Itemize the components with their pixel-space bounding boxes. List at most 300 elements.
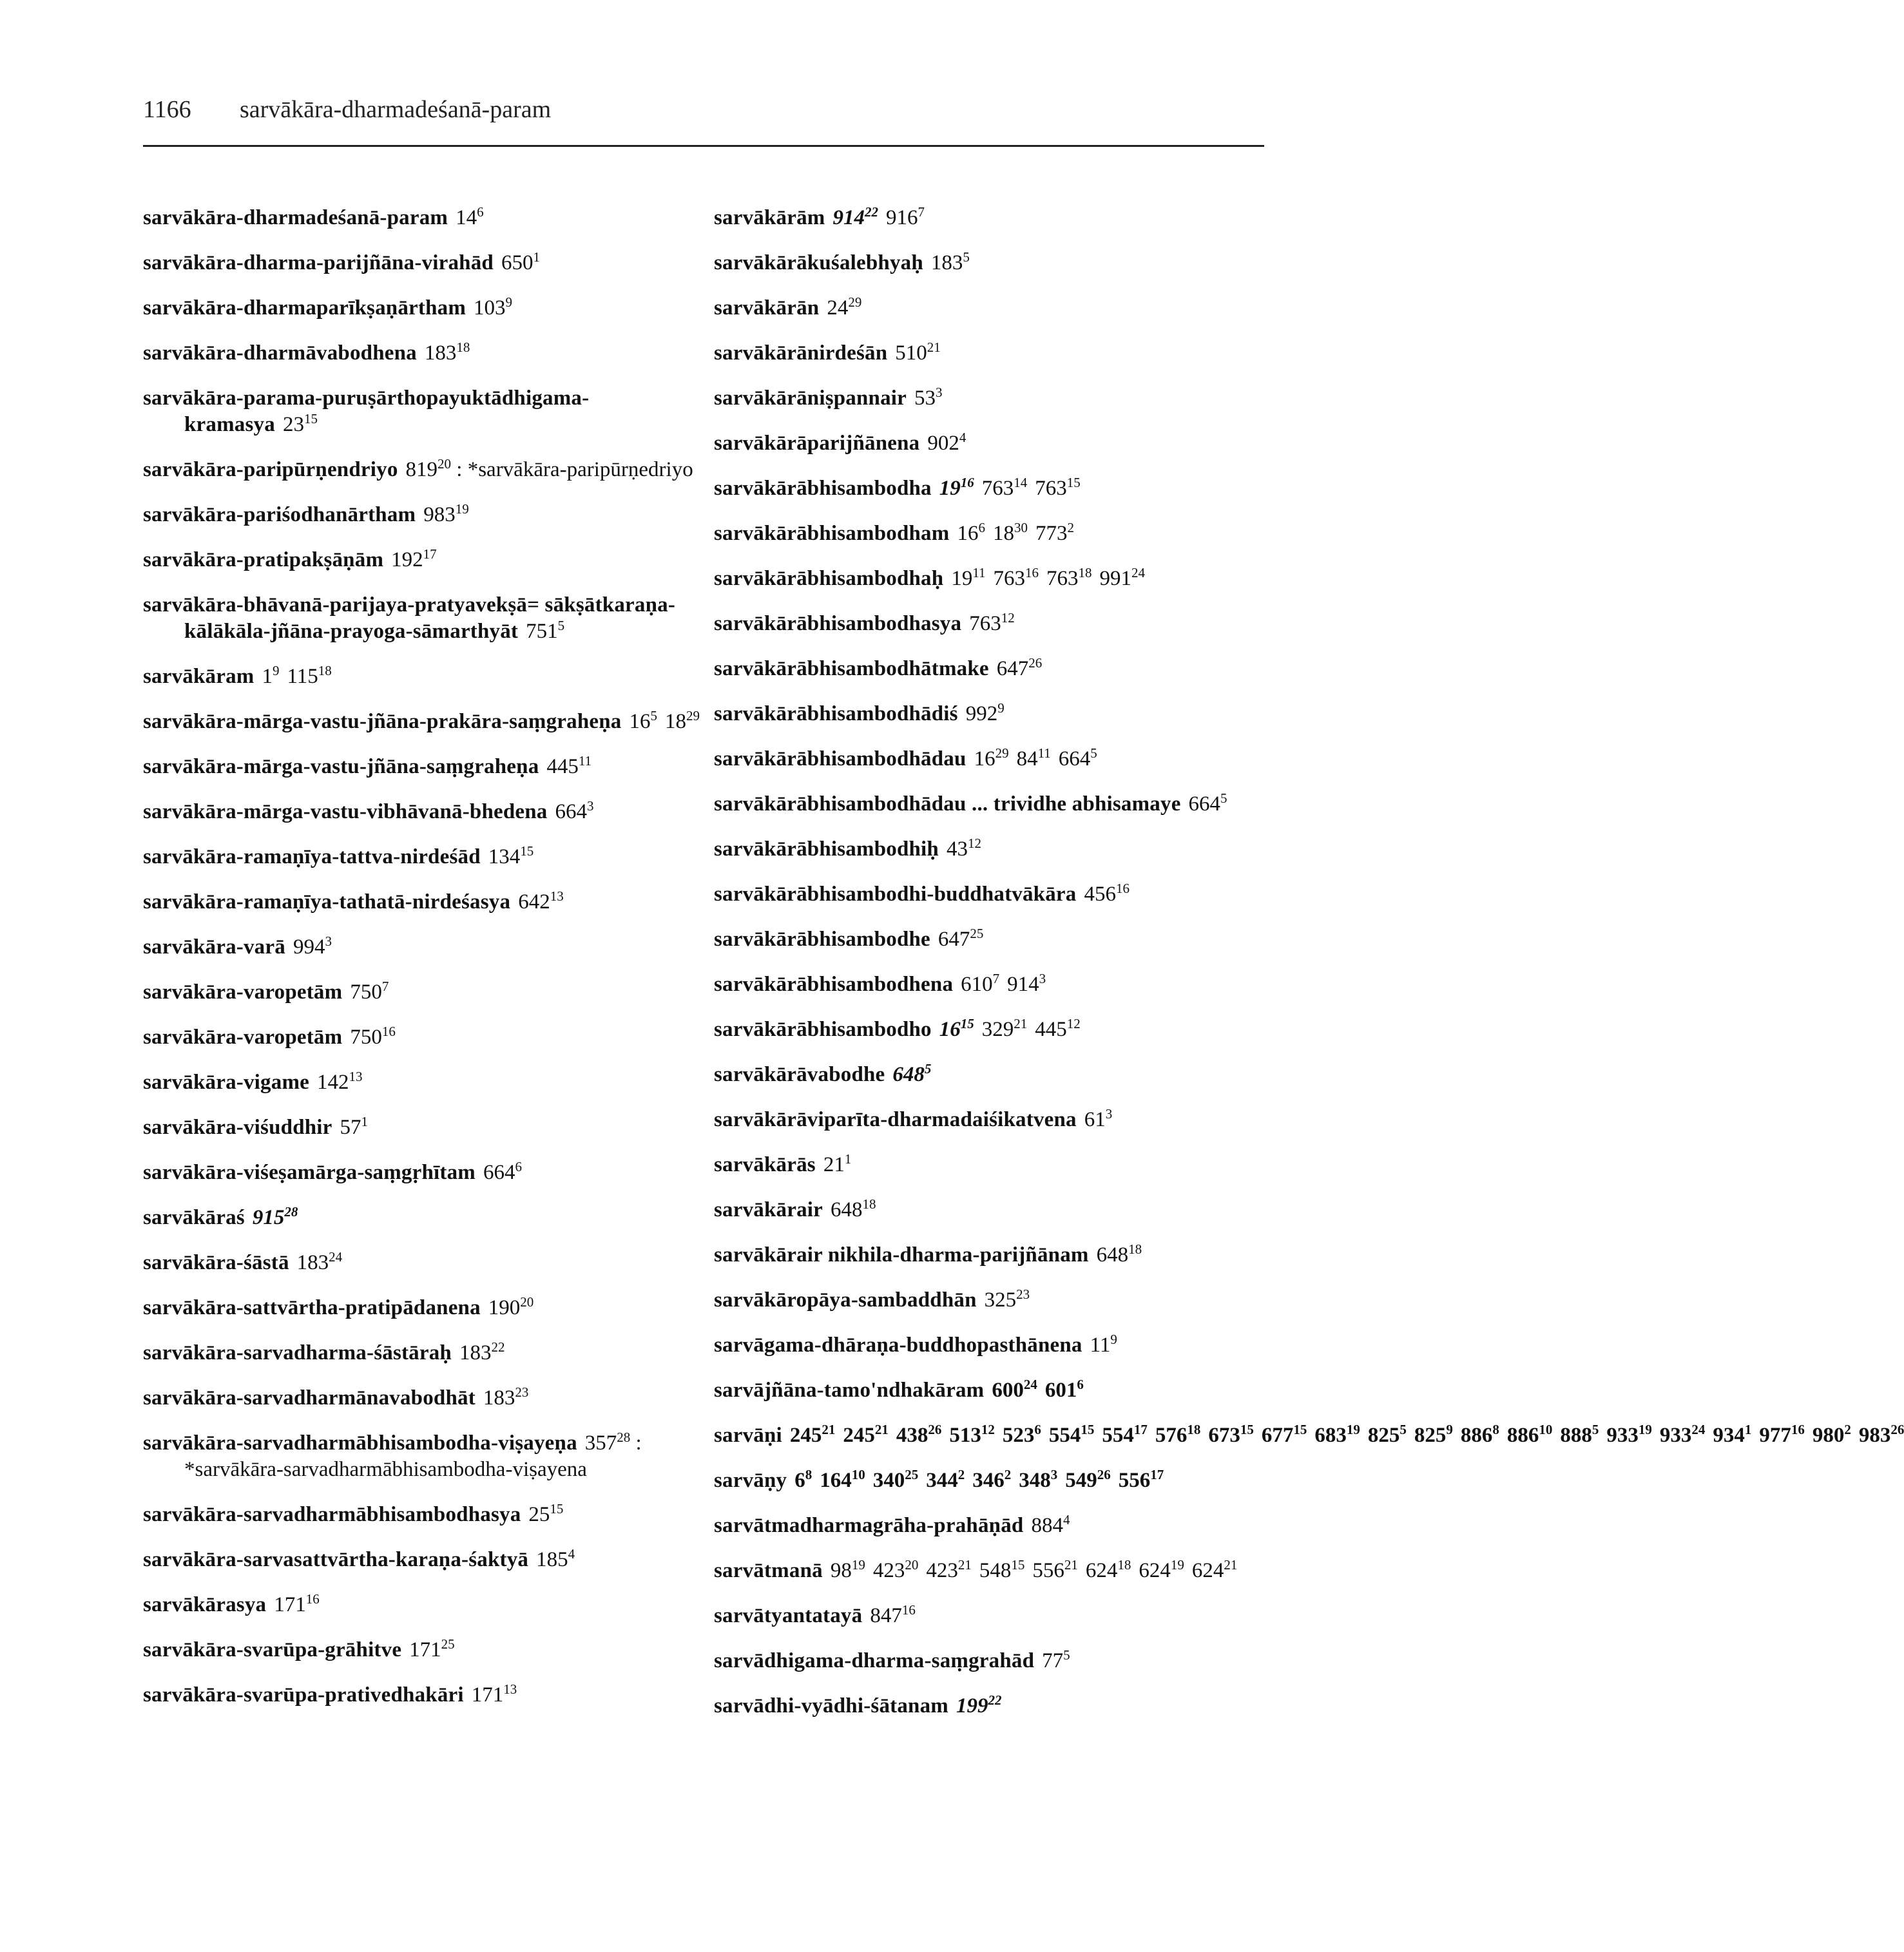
page-reference (794, 1469, 812, 1492)
line-number-ref: 18 (1078, 565, 1092, 580)
line-number-ref: 26 (1890, 1422, 1904, 1437)
page-number-ref: 750 (350, 981, 382, 1004)
index-headword: sarvākāra-pratipakṣāṇām (143, 548, 384, 571)
index-entry (714, 1197, 1281, 1223)
index-entry (143, 889, 704, 915)
page-number-ref: 673 (1208, 1424, 1240, 1447)
line-number-ref: 16 (381, 1024, 396, 1039)
page-reference (474, 296, 512, 320)
index-headword: sarvākārābhisambodho (714, 1018, 932, 1041)
line-number-ref: 11 (578, 753, 592, 769)
line-number-ref: 5 (1220, 790, 1227, 806)
page-number-ref: 16 (957, 522, 979, 545)
page-reference (1606, 1424, 1652, 1447)
index-references (494, 251, 540, 274)
page-number-ref: 346 (972, 1469, 1005, 1492)
line-number-ref: 23 (515, 1384, 529, 1400)
page-number-ref: 763 (1035, 477, 1067, 500)
index-headword: sarvākārābhisambodhaḥ (714, 567, 944, 590)
index-entry (143, 205, 704, 231)
page-reference (951, 567, 985, 590)
page-reference (895, 341, 941, 365)
index-references (1077, 1108, 1113, 1131)
page-number-ref: 245 (843, 1424, 875, 1447)
page-reference (982, 477, 1028, 500)
index-entry (143, 340, 704, 367)
index-entry (143, 502, 704, 528)
index-references (825, 206, 925, 229)
index-entry (714, 521, 1281, 547)
index-references (862, 1604, 916, 1627)
index-entry (143, 1430, 704, 1483)
page-number-ref: 199 (956, 1694, 988, 1718)
index-entry (143, 457, 704, 483)
index-references (398, 458, 452, 481)
page-reference (1049, 1424, 1095, 1447)
running-title: sarvākāra-dharmadeśanā-param (240, 96, 552, 123)
page-reference (979, 1559, 1025, 1582)
line-number-ref: 24 (329, 1249, 343, 1265)
line-number-ref: 6 (515, 1159, 522, 1174)
index-references (958, 702, 1005, 725)
index-variant-note: : *sarvākāra-sarvadharmābhisambodha-viṣayena (184, 1431, 642, 1481)
page-reference (1035, 1018, 1081, 1041)
line-number-ref: 11 (1037, 745, 1051, 761)
index-entry (714, 1242, 1281, 1268)
index-entry (714, 1422, 1904, 1449)
index-headword: sarvākārābhisambodha (714, 477, 932, 500)
page-reference (483, 1386, 529, 1410)
page-number-ref: 556 (1118, 1469, 1151, 1492)
page-reference (1859, 1424, 1904, 1447)
index-entry (143, 1592, 704, 1618)
page-number-ref: 934 (1713, 1424, 1745, 1447)
page-number-ref: 190 (488, 1296, 521, 1319)
index-references (266, 1593, 320, 1616)
page-number-ref: 510 (895, 341, 927, 365)
line-number-ref: 15 (1011, 1557, 1025, 1573)
line-number-ref: 5 (1063, 1647, 1070, 1663)
line-number-ref: 22 (491, 1339, 505, 1355)
page-number-ref: 18 (992, 522, 1014, 545)
line-number-ref: 3 (1105, 1106, 1113, 1122)
index-entry (714, 340, 1281, 367)
index-headword: sarvākārasya (143, 1593, 267, 1616)
page-reference (1759, 1424, 1805, 1447)
index-headword: sarvātmadharmagrāha-prahāṇād (714, 1514, 1024, 1537)
page-number-ref: 61 (1084, 1108, 1106, 1131)
index-entry (143, 250, 704, 276)
index-headword: sarvākāra-sarvadharmābhisambodha-viṣayeṇa (143, 1431, 577, 1455)
page-number-ref: 664 (555, 800, 588, 823)
index-entry (714, 971, 1281, 998)
index-entry (143, 1250, 704, 1276)
page-reference (488, 1296, 534, 1319)
page-number-ref: 329 (981, 1018, 1014, 1041)
index-column-left (143, 205, 704, 1727)
page-number-ref: 348 (1019, 1469, 1051, 1492)
index-references (577, 1431, 631, 1455)
page-number-ref: 445 (1035, 1018, 1067, 1041)
index-references (466, 296, 512, 320)
line-number-ref: 26 (1097, 1467, 1111, 1482)
index-references (953, 973, 1046, 996)
page-number-ref: 902 (927, 432, 959, 455)
page-reference (1139, 1559, 1184, 1582)
line-number-ref: 5 (557, 618, 565, 633)
index-headword: sarvākārābhisambodhiḥ (714, 837, 939, 861)
index-entry (714, 1017, 1281, 1043)
page-number-ref: 357 (584, 1431, 617, 1455)
index-headword: sarvākārāparijñānena (714, 432, 920, 455)
index-references (342, 1026, 396, 1049)
line-number-ref: 5 (1090, 745, 1097, 761)
line-number-ref: 21 (1014, 1016, 1028, 1031)
page-reference (293, 935, 332, 959)
index-entry (714, 430, 1281, 457)
index-references (518, 620, 564, 643)
page-reference (274, 1593, 320, 1616)
page-reference (406, 458, 452, 481)
line-number-ref: 21 (874, 1422, 889, 1437)
page-number-ref: 650 (501, 251, 534, 274)
line-number-ref: 3 (325, 933, 332, 949)
line-number-ref: 25 (441, 1636, 455, 1652)
index-references (464, 1683, 517, 1707)
page-number-ref: 84 (1016, 747, 1038, 770)
index-references (481, 1296, 534, 1319)
page-number: 1166 (143, 96, 191, 123)
line-number-ref: 3 (936, 385, 943, 400)
page-reference (1019, 1469, 1057, 1492)
line-number-ref: 26 (928, 1422, 942, 1437)
index-headword: sarvākāra-mārga-vastu-jñāna-saṃgraheṇa (143, 755, 539, 778)
page-reference (1035, 477, 1081, 500)
page-number-ref: 610 (961, 973, 993, 996)
page-number-ref: 933 (1606, 1424, 1639, 1447)
line-number-ref: 13 (550, 888, 564, 904)
page-number-ref: 915 (252, 1206, 285, 1229)
page-reference (518, 890, 564, 914)
index-entry (143, 295, 704, 321)
line-number-ref: 18 (862, 1196, 876, 1212)
page-number-ref: 548 (979, 1559, 1012, 1582)
index-entry (143, 934, 704, 961)
index-headword: sarvājñāna-tamo'ndhakāram (714, 1379, 985, 1402)
line-number-ref: 19 (1638, 1422, 1652, 1437)
index-references (932, 477, 1081, 500)
page-number-ref: 624 (1085, 1559, 1118, 1582)
line-number-ref: 14 (1014, 475, 1028, 490)
page-reference (456, 206, 484, 229)
page-reference (1208, 1424, 1254, 1447)
line-number-ref: 6 (477, 204, 484, 220)
line-number-ref: 18 (1187, 1422, 1201, 1437)
page-number-ref: 18 (664, 710, 686, 733)
line-number-ref: 21 (957, 1557, 972, 1573)
index-references (539, 755, 591, 778)
index-references (977, 1288, 1030, 1312)
index-entry (714, 746, 1281, 772)
line-number-ref: 4 (568, 1546, 575, 1562)
index-entry (714, 701, 1281, 727)
index-references (932, 1018, 1081, 1041)
page-number-ref: 185 (536, 1548, 568, 1571)
line-number-ref: 16 (305, 1591, 320, 1607)
index-headword: sarvākāra-sarvadharmānavabodhāt (143, 1386, 476, 1410)
index-headword: sarvākāraś (143, 1206, 245, 1229)
line-number-ref: 19 (1170, 1557, 1184, 1573)
page-reference (1017, 747, 1051, 770)
page-number-ref: 164 (820, 1469, 852, 1492)
page-reference (992, 1379, 1037, 1402)
index-headword: sarvākārābhisambodhādau (714, 747, 966, 770)
index-references (943, 567, 1145, 590)
page-reference (350, 1026, 396, 1049)
line-number-ref: 15 (550, 1501, 564, 1517)
page-reference (546, 755, 591, 778)
index-entry (143, 1024, 704, 1051)
index-references (309, 1071, 363, 1094)
index-references (548, 800, 594, 823)
page-reference (1084, 1108, 1113, 1131)
page-reference (283, 413, 318, 436)
index-references (1082, 1334, 1117, 1357)
page-number-ref: 914 (1007, 973, 1039, 996)
index-headword: sarvākāra-śāstā (143, 1251, 289, 1274)
index-entry (714, 1062, 1281, 1088)
page-number-ref: 847 (870, 1604, 902, 1627)
page-reference (459, 1341, 505, 1364)
page-number-ref: 513 (949, 1424, 981, 1447)
page-reference (536, 1548, 575, 1571)
line-number-ref: 28 (284, 1204, 298, 1220)
line-number-ref: 10 (1539, 1422, 1553, 1437)
index-entry (714, 791, 1281, 818)
line-number-ref: 1 (1744, 1422, 1752, 1437)
page-number-ref: 134 (488, 845, 521, 868)
index-entry (714, 566, 1281, 592)
line-number-ref: 8 (1492, 1422, 1499, 1437)
index-headword: sarvākārām (714, 206, 825, 229)
index-references (401, 1638, 455, 1661)
line-number-ref: 18 (456, 340, 470, 355)
index-references (816, 1153, 852, 1176)
index-entry (143, 547, 704, 573)
page-reference (997, 657, 1043, 680)
page-number-ref: 192 (391, 548, 423, 571)
page-number-ref: 142 (316, 1071, 349, 1094)
line-number-ref: 23 (1016, 1287, 1030, 1302)
index-references (417, 341, 470, 365)
index-entry (714, 1377, 1281, 1404)
index-entry (714, 656, 1281, 682)
index-references (332, 1116, 369, 1139)
index-headword: sarvākāra-varā (143, 935, 285, 959)
page-reference (1155, 1424, 1201, 1447)
line-number-ref: 15 (1293, 1422, 1307, 1437)
page-number-ref: 423 (926, 1559, 958, 1582)
page-reference (873, 1559, 919, 1582)
index-references (961, 612, 1015, 635)
line-number-ref: 15 (1240, 1422, 1254, 1437)
line-number-ref: 18 (318, 663, 332, 678)
page-reference (1097, 1243, 1142, 1267)
index-references (289, 1251, 343, 1274)
page-reference (1560, 1424, 1599, 1447)
index-entry (714, 836, 1281, 863)
page-number-ref: 19 (951, 567, 973, 590)
index-headword: sarvākāra-dharmāvabodhena (143, 341, 417, 365)
page-reference (831, 1559, 865, 1582)
index-headword: sarvātyantatayā (714, 1604, 863, 1627)
page-reference (391, 548, 437, 571)
index-entry (143, 1547, 704, 1573)
page-reference (974, 747, 1009, 770)
line-number-ref: 6 (978, 520, 985, 535)
line-number-ref: 16 (901, 1602, 916, 1618)
line-number-ref: 9 (1110, 1332, 1117, 1347)
page-number-ref: 991 (1099, 567, 1132, 590)
line-number-ref: 19 (851, 1557, 865, 1573)
index-references (383, 548, 437, 571)
index-entry (714, 295, 1281, 321)
index-headword: sarvādhigama-dharma-saṃgrahād (714, 1649, 1035, 1672)
line-number-ref: 2 (1067, 520, 1074, 535)
index-entry (143, 1205, 704, 1231)
line-number-ref: 18 (1117, 1557, 1131, 1573)
page-number-ref: 763 (993, 567, 1026, 590)
index-headword: sarvākāra-viśeṣamārga-saṃgṛhītam (143, 1161, 476, 1184)
page-reference (1031, 1514, 1070, 1537)
page-reference (961, 973, 999, 996)
line-number-ref: 29 (995, 745, 1009, 761)
line-number-ref: 2 (1004, 1467, 1012, 1482)
page-reference (1189, 792, 1227, 816)
page-reference (1090, 1334, 1117, 1357)
page-reference (985, 1288, 1030, 1312)
page-number-ref: 1 (262, 665, 273, 688)
index-headword: sarvākārābhisambodhasya (714, 612, 962, 635)
index-references (1023, 1514, 1070, 1537)
page-reference (993, 522, 1028, 545)
index-references (907, 387, 943, 410)
page-number-ref: 642 (518, 890, 550, 914)
index-entry (143, 1340, 704, 1366)
page-number-ref: 576 (1155, 1424, 1188, 1447)
index-references (923, 251, 970, 274)
index-entry (714, 1648, 1281, 1674)
line-number-ref: 26 (1028, 655, 1043, 671)
page-reference (1007, 973, 1046, 996)
page-reference (914, 387, 943, 410)
index-headword: sarvākārān (714, 296, 820, 320)
page-number-ref: 677 (1261, 1424, 1294, 1447)
page-number-ref: 763 (981, 477, 1014, 500)
index-entry (143, 1160, 704, 1186)
index-references (1181, 792, 1227, 816)
line-number-ref: 13 (503, 1681, 517, 1697)
page-reference (1084, 883, 1130, 906)
index-headword: sarvākāra-bhāvanā-parijaya-pratyavekṣā= sākṣātkaraṇa-kālākāla-jñāna-prayoga-sāmarthyāt (143, 593, 676, 643)
page-reference (843, 1424, 889, 1447)
page-number-ref: 624 (1139, 1559, 1171, 1582)
line-number-ref: 7 (918, 204, 925, 220)
page-number-ref: 16 (939, 1018, 961, 1041)
line-number-ref: 21 (927, 340, 941, 355)
page-number-ref: 183 (296, 1251, 329, 1274)
page-number-ref: 6 (794, 1469, 805, 1492)
index-references (448, 206, 484, 229)
page-number-ref: 24 (827, 296, 849, 320)
page-reference (1262, 1424, 1307, 1447)
index-references (285, 935, 332, 959)
page-number-ref: 624 (1191, 1559, 1224, 1582)
line-number-ref: 16 (1115, 881, 1130, 896)
page-reference (1461, 1424, 1499, 1447)
page-number-ref: 23 (282, 413, 304, 436)
index-entry (143, 385, 704, 438)
index-headword: sarvākārābhisambodhe (714, 928, 930, 951)
line-number-ref: 5 (924, 1061, 932, 1076)
page-number-ref: 664 (483, 1161, 515, 1184)
page-number-ref: 914 (832, 206, 865, 229)
page-reference (820, 1469, 865, 1492)
index-references (984, 1379, 1084, 1402)
page-number-ref: 103 (474, 296, 506, 320)
page-reference (1813, 1424, 1851, 1447)
index-entry (143, 799, 704, 825)
index-entry (714, 926, 1281, 953)
page-number-ref: 648 (892, 1063, 925, 1086)
line-number-ref: 9 (997, 700, 1005, 716)
line-number-ref: 20 (905, 1557, 919, 1573)
page-reference (939, 477, 974, 500)
index-references (521, 1503, 563, 1526)
page-number-ref: 884 (1031, 1514, 1063, 1537)
index-entry (143, 709, 704, 735)
page-number-ref: 344 (926, 1469, 958, 1492)
page-number-ref: 183 (483, 1386, 515, 1410)
page-reference (1713, 1424, 1751, 1447)
page-reference (832, 206, 878, 229)
index-headword: sarvākārābhisambodhena (714, 973, 954, 996)
line-number-ref: 6 (1034, 1422, 1041, 1437)
index-references (948, 1694, 1002, 1718)
page-number-ref: 456 (1084, 883, 1116, 906)
page-number-ref: 933 (1659, 1424, 1692, 1447)
index-entry (714, 250, 1281, 276)
page-number-ref: 983 (423, 503, 456, 526)
index-headword: sarvākāra-dharmaparīkṣaṇārtham (143, 296, 466, 320)
index-references (939, 837, 981, 861)
index-headword: sarvākārair nikhila-dharma-parijñānam (714, 1243, 1089, 1267)
page-number-ref: 554 (1102, 1424, 1134, 1447)
page-number-ref: 171 (274, 1593, 306, 1616)
line-number-ref: 24 (1131, 565, 1146, 580)
index-headword: sarvākārāvabodhe (714, 1063, 885, 1086)
line-number-ref: 5 (650, 708, 657, 723)
page-reference (1046, 567, 1092, 590)
page-number-ref: 600 (992, 1379, 1024, 1402)
line-number-ref: 2 (957, 1467, 965, 1482)
page-number-ref: 763 (969, 612, 1001, 635)
index-references (823, 1198, 876, 1221)
page-number-ref: 43 (946, 837, 968, 861)
line-number-ref: 1 (844, 1151, 852, 1167)
index-references (787, 1469, 1164, 1492)
index-entry (143, 1115, 704, 1141)
